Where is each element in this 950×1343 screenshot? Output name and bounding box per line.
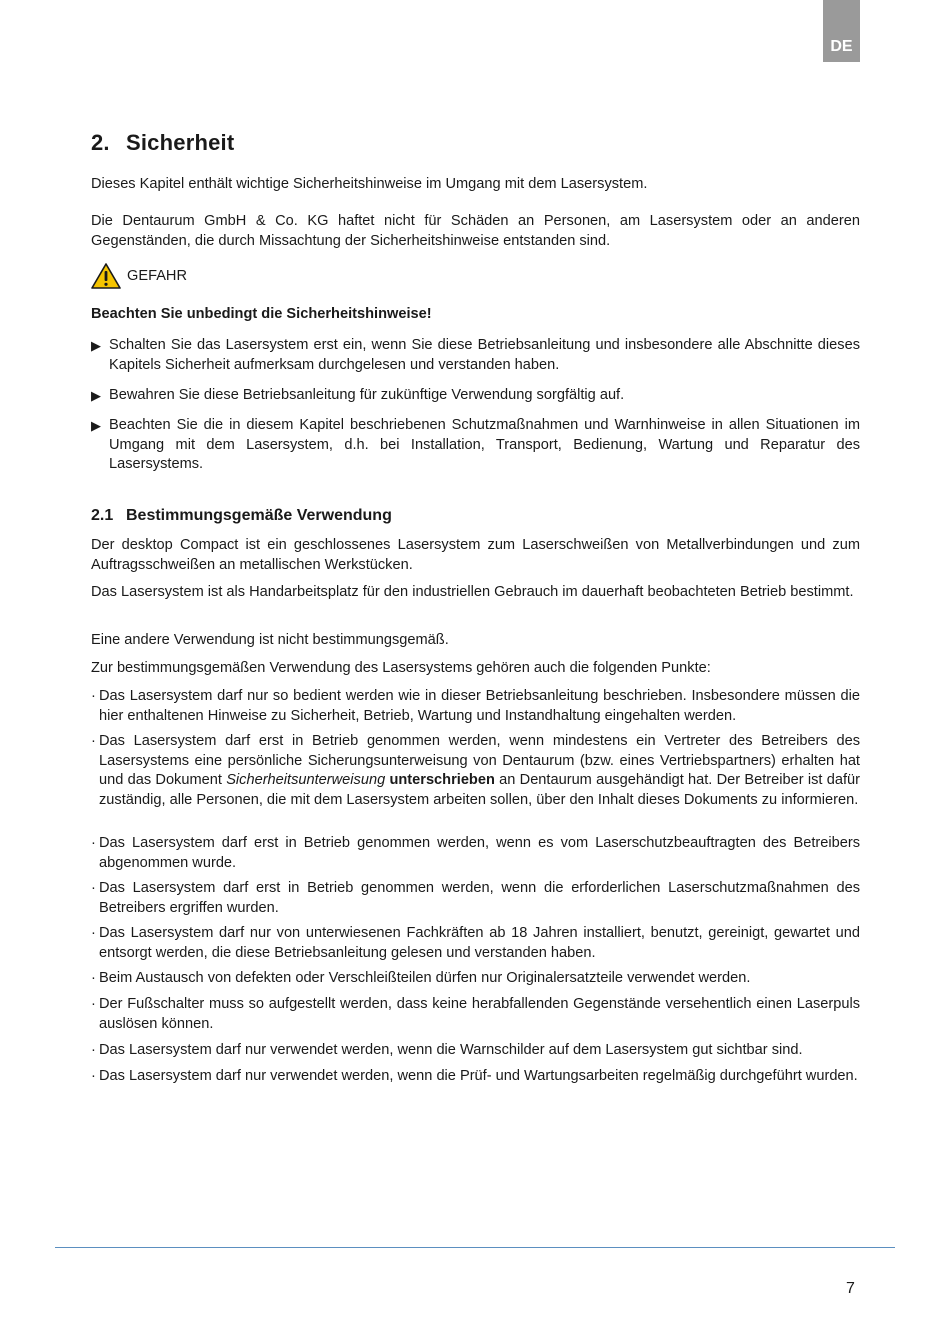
list-item xyxy=(91,1041,860,1061)
danger-heading: Beachten Sie unbedingt die Sicherheitshinweise! xyxy=(91,306,432,322)
usage-paragraph-2: Das Lasersystem ist als Handarbeitsplatz für den industriellen Gebrauch im dauerhaft beobachteten Betrieb bestimmt. xyxy=(91,584,854,600)
dot-bullet-icon: · xyxy=(91,925,96,941)
list-item-text: Der Fußschalter muss so aufgestellt werden, dass keine herabfallenden Gegenstände versehentlich einen Laserpuls auslösen können. xyxy=(99,996,860,1032)
intro-paragraph-1: Dieses Kapitel enthält wichtige Sicherheitshinweise im Umgang mit dem Lasersystem. xyxy=(91,176,648,192)
list-item-text: Das Lasersystem darf nur von unterwiesenen Fachkräften ab 18 Jahren installiert, benutzt, gereinigt, gewartet und entsorgt werden, die diese Betriebsanleitung gelesen und verstanden haben. xyxy=(99,925,860,961)
section-title xyxy=(91,130,234,156)
list-item xyxy=(91,687,860,726)
list-item-text-part: an Dentaurum ausgehändigt hat. Der Betreiber ist dafür zuständig, alle Personen, die mit dem Lasersystem arbeiten sollen, über den Inhalt dieses Dokuments zu informieren. xyxy=(99,772,860,808)
subsection-number: 2.1 xyxy=(91,507,114,524)
subsection-title xyxy=(91,507,392,525)
dot-bullet-icon: · xyxy=(91,970,96,986)
dot-bullet-icon: · xyxy=(91,733,96,749)
list-item-text xyxy=(99,732,860,810)
dot-bullet-icon: · xyxy=(91,688,96,704)
list-item-text: Das Lasersystem darf erst in Betrieb genommen werden, wenn die erforderlichen Laserschutzmaßnahmen des Betreibers ergriffen wurden. xyxy=(99,880,860,916)
arrow-bullet-icon: ▶ xyxy=(91,338,101,353)
instruction-item xyxy=(91,416,860,475)
instruction-item xyxy=(91,336,860,375)
dot-bullet-icon: · xyxy=(91,1068,96,1084)
danger-notice xyxy=(91,263,860,289)
dot-bullet-icon: · xyxy=(91,996,96,1012)
arrow-bullet-icon: ▶ xyxy=(91,418,101,433)
subsection-title-text: Bestimmungsgemäße Verwendung xyxy=(126,507,392,524)
instruction-text: Bewahren Sie diese Betriebsanleitung für zukünftige Verwendung sorgfältig auf. xyxy=(109,387,625,403)
dot-bullet-icon: · xyxy=(91,835,96,851)
footer-rule xyxy=(55,1247,895,1248)
list-item-text: Das Lasersystem darf nur verwendet werden, wenn die Warnschilder auf dem Lasersystem gut sichtbar sind. xyxy=(99,1042,803,1058)
instruction-text: Schalten Sie das Lasersystem erst ein, wenn Sie diese Betriebsanleitung und insbesondere alle Abschnitte dieses Kapitels Sicherheit aufmerksam durchgelesen und verstanden haben. xyxy=(109,337,860,373)
list-item xyxy=(91,879,860,918)
dot-bullet-icon: · xyxy=(91,1042,96,1058)
list-item xyxy=(91,834,860,873)
emphasis-text: unterschrieben xyxy=(389,772,495,788)
danger-label: GEFAHR xyxy=(127,268,188,284)
usage-paragraph-3: Eine andere Verwendung ist nicht bestimmungsgemäß. xyxy=(91,632,449,648)
instruction-text: Beachten Sie die in diesem Kapitel beschriebenen Schutzmaßnahmen und Warnhinweise in allen Situationen im Umgang mit dem Lasersystem, d.h. bei Installation, Transport, Bedienung, Wartung und Reparatur des Lasersystems. xyxy=(109,417,860,472)
list-item-text-part: Das Lasersystem darf erst in Betrieb genommen werden, wenn mindestens ein Vertreter des Betreibers des Lasersystems eine persönliche Sicherungsunterweisung von Dentaurum (bzw. eines Vertriebspartners) erhalten hat und das Dokument xyxy=(99,733,860,788)
section-title-text: Sicherheit xyxy=(126,130,235,155)
list-item-text: Das Lasersystem darf nur so bedient werden wie in dieser Betriebsanleitung beschrieben. Insbesondere müssen die hier enthaltenen Hinweise zu Sicherheit, Betrieb, Wartung und Instandhaltung eingehalten werden. xyxy=(99,688,860,724)
list-item-text: Das Lasersystem darf nur verwendet werden, wenn die Prüf- und Wartungsarbeiten regelmäßig durchgeführt wurden. xyxy=(99,1068,858,1084)
intro-paragraph-2: Die Dentaurum GmbH & Co. KG haftet nicht für Schäden an Personen, am Lasersystem oder an anderen Gegenständen, die durch Missachtung der Sicherheitshinweise entstanden sind. xyxy=(91,213,860,249)
usage-paragraph-4: Zur bestimmungsgemäßen Verwendung des Lasersystems gehören auch die folgenden Punkte: xyxy=(91,660,711,676)
list-item xyxy=(91,924,860,963)
warning-triangle-icon xyxy=(91,263,121,289)
list-item xyxy=(91,1067,860,1087)
dot-bullet-icon: · xyxy=(91,880,96,896)
instruction-item xyxy=(91,386,860,406)
list-item xyxy=(91,995,860,1034)
usage-paragraph-1: Der desktop Compact ist ein geschlossenes Lasersystem zum Laserschweißen von Metallverbindungen und zum Auftragsschweißen an metallischen Werkstücken. xyxy=(91,537,860,573)
list-item xyxy=(91,969,860,989)
arrow-bullet-icon: ▶ xyxy=(91,388,101,403)
page-number: 7 xyxy=(846,1280,855,1297)
section-number: 2. xyxy=(91,130,110,155)
list-item-text: Beim Austausch von defekten oder Verschleißteilen dürfen nur Originalersatzteile verwendet werden. xyxy=(99,970,751,986)
document-name: Sicherheitsunterweisung xyxy=(226,772,386,788)
list-item-text: Das Lasersystem darf erst in Betrieb genommen werden, wenn es vom Laserschutzbeauftragten des Betreibers abgenommen wurde. xyxy=(99,835,860,871)
language-tab: DE xyxy=(823,0,860,62)
list-item xyxy=(91,732,860,810)
